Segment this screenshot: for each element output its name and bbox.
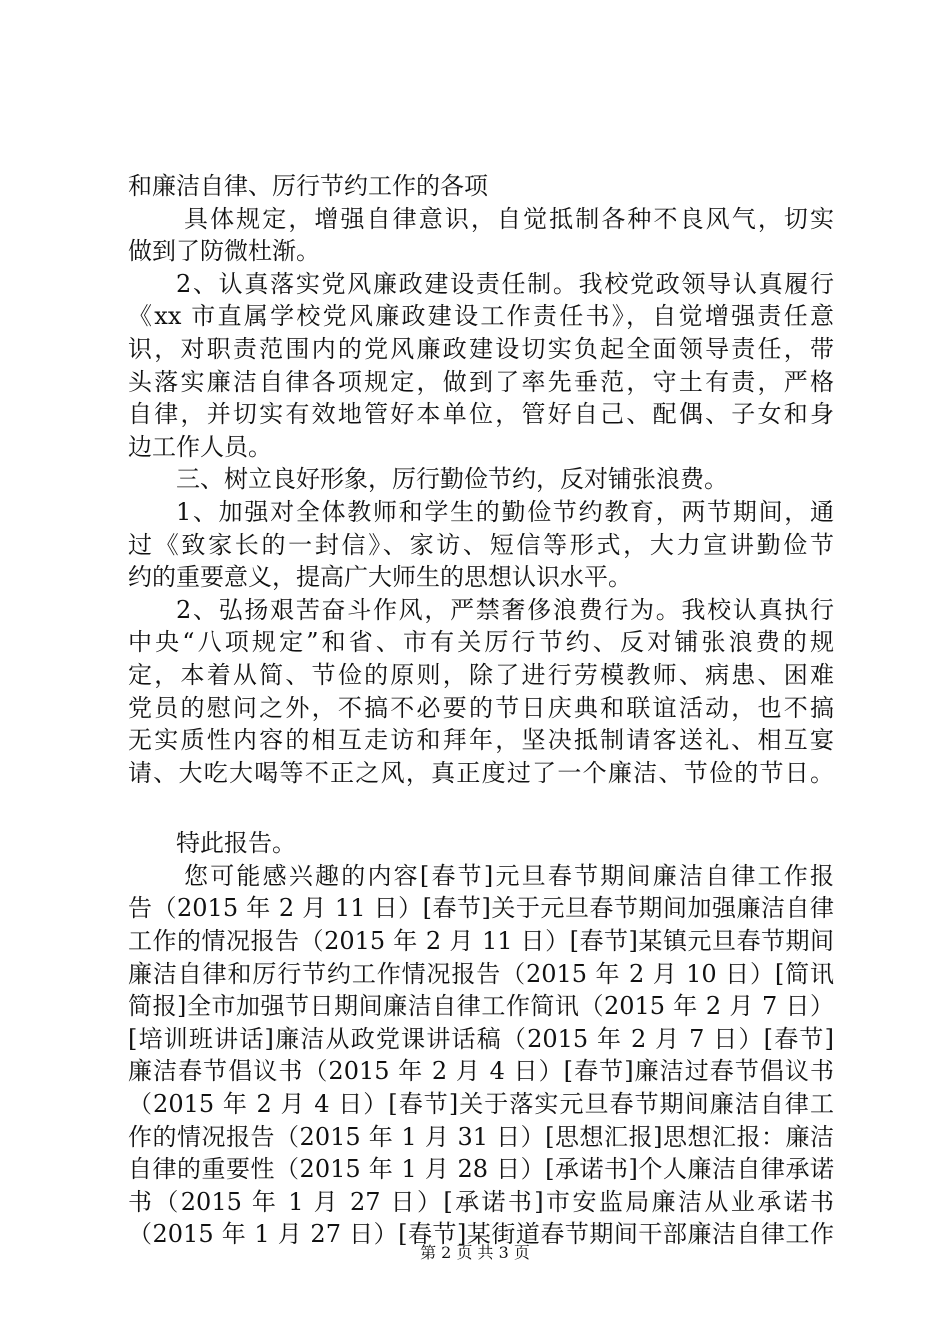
related-content-line: 简报]全市加强节日期间廉洁自律工作简讯（2015 年 2 月 7 日） — [128, 992, 834, 1021]
paragraph-line: 做到了防微杜渐。 — [128, 237, 320, 266]
page-number-footer: 第 2 页 共 3 页 — [420, 1243, 530, 1262]
document-body — [128, 170, 834, 1251]
paragraph-line: 识，对职责范围内的党风廉政建设切实负起全面领导责任，带 — [128, 334, 834, 363]
related-content-line: 自律的重要性（2015 年 1 月 28 日）[承诺书]个人廉洁自律承诺 — [128, 1155, 834, 1184]
paragraph-line: 《xx 市直属学校党风廉政建设工作责任书》，自觉增强责任意 — [128, 302, 834, 331]
paragraph-line: 请、大吃大喝等不正之风，真正度过了一个廉洁、节俭的节日。 — [128, 758, 834, 787]
related-content-line: [培训班讲话]廉洁从政党课讲话稿（2015 年 2 月 7 日）[春节] — [128, 1024, 834, 1053]
related-content-line: 书（2015 年 1 月 27 日）[承诺书]市安监局廉洁从业承诺书 — [128, 1187, 834, 1216]
paragraph-line: 无实质性内容的相互走访和拜年，坚决抵制请客送礼、相互宴 — [128, 726, 834, 755]
related-content-line: 您可能感兴趣的内容[春节]元旦春节期间廉洁自律工作报 — [184, 861, 834, 890]
paragraph-line: 定，本着从简、节俭的原则，除了进行劳模教师、病患、困难 — [128, 660, 834, 689]
paragraph-line: 具体规定，增强自律意识，自觉抵制各种不良风气，切实 — [184, 204, 834, 233]
paragraph-line: 过《致家长的一封信》、家访、短信等形式，大力宣讲勤俭节 — [128, 530, 834, 559]
closing-line: 特此报告。 — [176, 829, 296, 858]
paragraph-line: 2、认真落实党风廉政建设责任制。我校党政领导认真履行 — [176, 269, 834, 298]
related-content-line: （2015 年 2 月 4 日）[春节]关于落实元旦春节期间廉洁自律工 — [128, 1090, 834, 1119]
related-content-line: （2015 年 1 月 27 日）[春节]某街道春节期间干部廉洁自律工作 — [128, 1220, 834, 1249]
related-content-line: 工作的情况报告（2015 年 2 月 11 日）[春节]某镇元旦春节期间 — [128, 927, 834, 956]
paragraph-line: 中央“八项规定”和省、市有关厉行节约、反对铺张浪费的规 — [128, 628, 834, 657]
paragraph-gap — [128, 789, 834, 827]
paragraph-line: 2、弘扬艰苦奋斗作风，严禁奢侈浪费行为。我校认真执行 — [176, 595, 834, 624]
paragraph-line: 和廉洁自律、厉行节约工作的各项 — [128, 172, 488, 200]
paragraph-line: 约的重要意义，提高广大师生的思想认识水平。 — [128, 563, 632, 592]
paragraph-line: 1、加强对全体教师和学生的勤俭节约教育，两节期间，通 — [176, 497, 834, 526]
related-content-line: 作的情况报告（2015 年 1 月 31 日）[思想汇报]思想汇报：廉洁 — [128, 1122, 834, 1151]
related-content-line: 告（2015 年 2 月 11 日）[春节]关于元旦春节期间加强廉洁自律 — [128, 894, 834, 923]
section-heading: 三、树立良好形象，厉行勤俭节约，反对铺张浪费。 — [176, 465, 728, 494]
paragraph-line: 边工作人员。 — [128, 432, 272, 461]
related-content-line: 廉洁春节倡议书（2015 年 2 月 4 日）[春节]廉洁过春节倡议书 — [128, 1057, 834, 1086]
paragraph-line: 头落实廉洁自律各项规定，做到了率先垂范，守土有责，严格 — [128, 367, 834, 396]
related-content-line: 廉洁自律和厉行节约工作情况报告（2015 年 2 月 10 日）[简讯 — [128, 959, 834, 988]
paragraph-line: 自律，并切实有效地管好本单位，管好自己、配偶、子女和身 — [128, 400, 834, 429]
paragraph-line: 党员的慰问之外，不搞不必要的节日庆典和联谊活动，也不搞 — [128, 693, 834, 722]
